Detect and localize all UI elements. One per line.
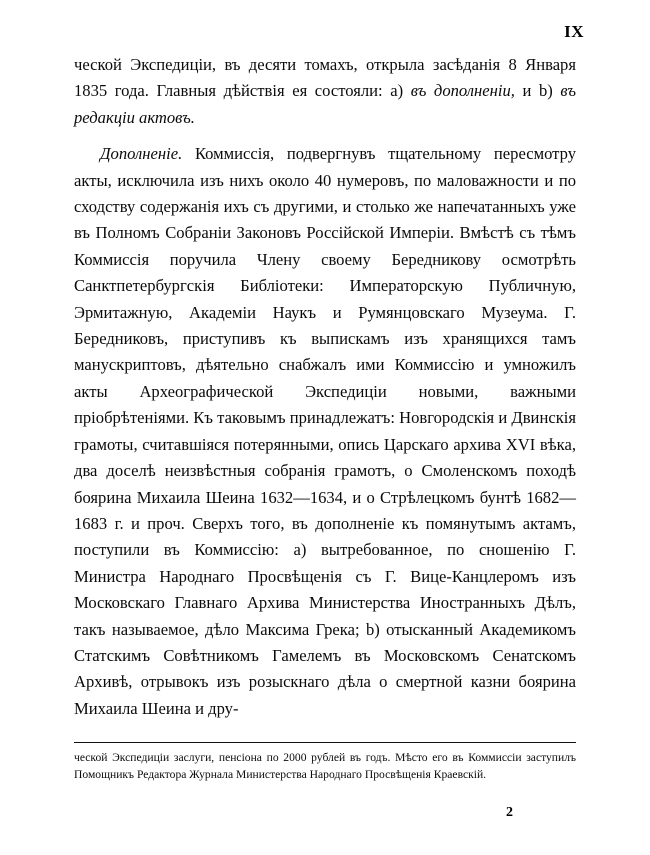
- paragraph-1: [74, 52, 576, 131]
- text-run: Коммиссія, подвергнувъ тщательному пересмотру акты, исключила изъ нихъ около 40 нумеровъ, по маловажности и по сходству содержанія ихъ съ другими, и столько же напечатанныхъ уже въ Полномъ Собраніи Законовъ Россійской Имперіи. Вмѣстѣ съ тѣмъ Коммиссія поручила Члену своему Бередникову осмотрѣть Санктпетербургскія Библіотеки: Императорскую Публичную, Эрмитажную, Академіи Наукъ и Румянцовскаго Музеума. Г. Бередниковъ, приступивъ къ выпискамъ изъ хранящихся тамъ манускриптовъ, дѣятельно снабжалъ ими Коммиссію и умножилъ акты Археографической Экспедиціи новыми, важными пріобрѣтеніями. Къ таковымъ принадлежатъ: Новгородскія и Двинскія грамоты, считавшіяся потерянными, опись Царскаго архива XVI вѣка, два доселѣ неизвѣстныя собранія грамотъ, о Смоленскомъ походѣ боярина Михаила Шеина 1632—1634, и о Стрѣлецкомъ бунтѣ 1682—1683 г. и проч. Сверхъ того, въ дополненіе къ помянутымъ актамъ, поступили въ Коммиссію: а) вытребованное, по сношенію Г. Министра Народнаго Просвѣщенія съ Г. Вице-Канцлеромъ изъ Московскаго Главнаго Архива Министерства Иностранныхъ Дѣлъ, такъ называемое, дѣло Максима Грека; b) отысканный Академикомъ Статскимъ Совѣтникомъ Гамелемъ въ Московскомъ Сенатскомъ Архивѣ, отрывокъ изъ розыскнаго дѣла о смертной казни боярина Михаила Шеина и дру-: [74, 144, 576, 718]
- paragraph-2: [74, 141, 576, 722]
- footnote-text: ческой Экспедиціи заслуги, пенсіона по 2000 рублей въ годъ. Мѣсто его въ Коммиссіи заступилъ Помощникъ Редактора Журнала Министерства Народнаго Просвѣщенія Краевскій.: [74, 751, 576, 781]
- signature-number: 2: [506, 805, 513, 820]
- footnote-block: [74, 750, 576, 783]
- footnote-separator-rule: [74, 742, 576, 743]
- text-run: и b): [514, 81, 561, 101]
- text-run-italic: въ дополненіи,: [410, 81, 515, 101]
- text-run-italic: въ редакціи актовъ.: [74, 81, 576, 127]
- page-number-top: IX: [564, 22, 584, 41]
- body-text-block: [74, 52, 576, 722]
- paragraph-lead-in: Дополненіе.: [100, 144, 183, 164]
- text-run: ческой Экспедиціи, въ десяти томахъ, открыла засѣданія 8 Января 1835 года. Главныя дѣйствія ея состояли: а): [74, 55, 576, 101]
